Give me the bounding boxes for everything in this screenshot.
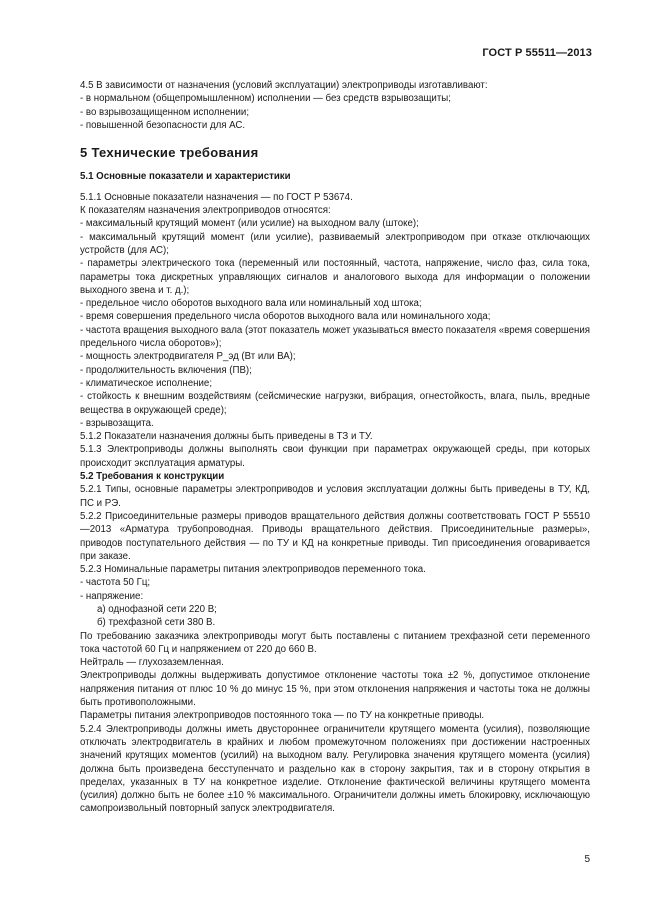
- paragraph-5-2-3: 5.2.3 Номинальные параметры питания электроприводов переменного тока.: [80, 564, 426, 576]
- paragraph-5-1-1: 5.1.1 Основные показатели назначения — по ГОСТ Р 53674.: [80, 191, 353, 203]
- paragraph-customer-request: По требованию заказчика электроприводы могут быть поставлены с питанием трехфазной сети переменного тока частотой 60 Гц и напряжением от 220 до 660 В.: [80, 630, 590, 655]
- list-subitem: б) трехфазной сети 380 В.: [97, 617, 216, 629]
- list-item: - максимальный крутящий момент (или усилие), развиваемый электроприводом при отказе отключающих устройств (для АС);: [80, 231, 590, 256]
- list-item: - максимальный крутящий момент (или усилие) на выходном валу (штоке);: [80, 218, 419, 230]
- subsection-title-5-2: 5.2 Требования к конструкции: [80, 471, 225, 483]
- list-item: - во взрывозащищенном исполнении;: [80, 106, 250, 118]
- list-item: - параметры электрического тока (переменный или постоянный, частота, напряжение, число фаз, сила тока, параметры тока дискретных управляющих сигналов и аналогового выхода для информации о положении выходного звена и т. д.);: [80, 258, 590, 296]
- list-item: - напряжение:: [80, 590, 144, 602]
- list-item: - частота вращения выходного вала (этот показатель может указываться вместо показателя «время совершения предельного числа оборотов»);: [80, 324, 590, 350]
- paragraph-5-2-4: 5.2.4 Электроприводы должны иметь двустороннее ограничители крутящего момента (усилия), позволяющие отключать электродвигатель в крайних и любом промежуточном положениях при достижении настроенных значений крутящих моментов (усилий) на выходном валу. Регулировка значения крутящего момента (усилия) должна быть произведена бесступенчато и раздельно как в сторону закрытия, так и в сторону открытия в пределах, указанных в ТУ на конкретное изделие. Отклонение фактической величины крутящего момента (усилия) должно быть не более ±10 % максимального. Ограничители должны иметь блокировку, исключающую самопроизвольный повторный запуск электродвигателя.: [80, 723, 590, 815]
- paragraph-neutral: Нейтраль — глухозаземленная.: [80, 657, 224, 669]
- list-item: - повышенной безопасности для АС.: [80, 119, 246, 131]
- paragraph-5-1-2: 5.1.2 Показатели назначения должны быть приведены в ТЗ и ТУ.: [80, 431, 373, 443]
- list-subitem: а) однофазной сети 220 В;: [97, 603, 217, 615]
- list-item: - мощность электродвигателя P_эд (Вт или ВА);: [80, 351, 296, 363]
- list-item: - стойкость к внешним воздействиям (сейсмические нагрузки, вибрация, огнестойкость, влага, пыль, вредные вещества в окружающей среде);: [80, 391, 590, 416]
- paragraph-4-5: 4.5 В зависимости от назначения (условий эксплуатации) электроприводы изготавливают:: [80, 80, 488, 91]
- list-item: - частота 50 Гц;: [80, 577, 151, 589]
- list-item: - продолжительность включения (ПВ);: [80, 364, 252, 376]
- paragraph-indicators: К показателям назначения электроприводов относятся:: [80, 205, 331, 217]
- subsection-title-5-1: 5.1 Основные показатели и характеристики: [80, 171, 291, 183]
- paragraph-5-2-2: 5.2.2 Присоединительные размеры приводов вращательного действия должны соответствовать ГОСТ Р 55510—2013 «Арматура трубопроводная. Приводы вращательного действия. Присоединительные размеры», приводов поступательного действия — по ТУ и КД на конкретные приводы. Тип присоединения оговаривается при заказе.: [80, 510, 590, 562]
- list-item: - в нормальном (общепромышленном) исполнении — без средств взрывозащиты;: [80, 93, 451, 105]
- list-item: - климатическое исполнение;: [80, 377, 213, 389]
- list-item: - взрывозащита.: [80, 417, 154, 429]
- section-title: 5 Технические требования: [80, 145, 259, 161]
- paragraph-dc-power: Параметры питания электроприводов постоянного тока — по ТУ на конкретные приводы.: [80, 710, 485, 722]
- paragraph-5-2-1: 5.2.1 Типы, основные параметры электроприводов и условия эксплуатации должны быть приведены в ТУ, КД, ПС и РЭ.: [80, 484, 590, 509]
- page-number: 5: [584, 854, 590, 865]
- document-body: [80, 79, 590, 816]
- paragraph-tolerance: Электроприводы должны выдерживать допустимое отклонение частоты тока ±2 %, допустимое отклонение напряжения питания от плюс 10 % до минус 15 %, при этом отклонения напряжения и частоты тока не должны быть противоположными.: [80, 670, 590, 709]
- list-item: - предельное число оборотов выходного вала или номинальный ход штока;: [80, 298, 422, 310]
- paragraph-5-1-3: 5.1.3 Электроприводы должны выполнять свои функции при параметрах окружающей среды, при которых происходит эксплуатация арматуры.: [80, 444, 590, 469]
- list-item: - время совершения предельного числа оборотов выходного вала или номинального хода;: [80, 311, 491, 323]
- document-header: ГОСТ Р 55511—2013: [482, 47, 592, 59]
